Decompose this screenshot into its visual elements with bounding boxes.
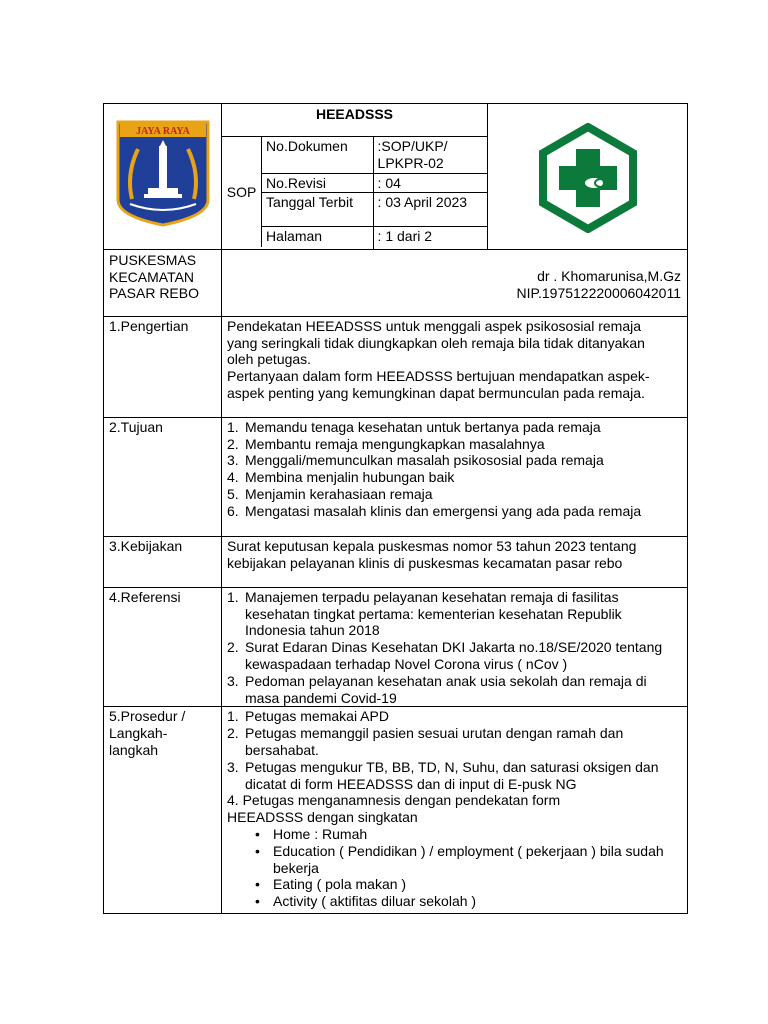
page-label: Halaman (262, 227, 373, 249)
referensi-label: 4.Referensi (104, 587, 222, 707)
publish-date-label: Tanggal Terbit (262, 193, 373, 227)
tujuan-label: 2.Tujuan (104, 417, 222, 536)
sop-document (103, 103, 687, 908)
revision-label: No.Revisi (262, 173, 373, 193)
page-value: : 1 dari 2 (373, 227, 487, 249)
sop-table (103, 103, 688, 914)
left-logo-cell (104, 104, 222, 250)
list-item: 2. Petugas memanggil pasien sesuai urutan dengan ramah dan bersahabat. (227, 725, 624, 758)
document-title: HEEADSSS (222, 104, 487, 137)
pengertian-paragraph-2: Pertanyaan dalam form HEEADSSS bertujuan mendapatkan aspek-aspek penting yang kemungkinan dapat bermunculan pada remaja. (227, 368, 650, 401)
jaya-raya-label: JAYA RAYA (136, 126, 190, 137)
signer-nip: NIP.197512220006042011 (516, 284, 681, 301)
sop-label: SOP (222, 137, 262, 247)
list-item: 3. Pedoman pelayanan kesehatan anak usia sekolah dan remaja di masa pandemi Covid-19 (227, 672, 647, 706)
tujuan-content (222, 417, 688, 536)
list-item: 3. Menggali/memunculkan masalah psikososial pada remaja (227, 452, 604, 469)
bullet-item: • Eating ( pola makan ) (255, 876, 407, 893)
signer-name: dr . Khomarunisa,M.Gz (537, 267, 681, 284)
list-item: 2. Membantu remaja mengungkapkan masalahnya (227, 435, 545, 452)
document-meta-table (262, 137, 487, 249)
signer-cell (222, 249, 688, 316)
prosedur-label: 5.Prosedur / Langkah- langkah (104, 707, 222, 914)
list-item: 6. Mengatasi masalah klinis dan emergensi yang ada pada remaja (227, 502, 642, 519)
revision-value: : 04 (373, 173, 487, 193)
list-item: 5. Menjamin kerahasiaan remaja (227, 485, 433, 502)
publish-date-value: : 03 April 2023 (373, 193, 487, 227)
org-line-2: KECAMATAN (109, 268, 195, 285)
pengertian-label: 1.Pengertian (104, 316, 222, 417)
list-item: 4. Membina menjalin hubungan baik (227, 469, 455, 486)
header-middle-cell (222, 104, 488, 250)
doc-number-label: No.Dokumen (262, 137, 373, 173)
bullet-item: • Education ( Pendidikan ) / employment ( pekerjaan ) bila sudah bekerja (255, 842, 664, 876)
list-item: 4. Petugas menganamnesis dengan pendekatan form HEEADSSS dengan singkatan (227, 792, 561, 826)
list-item: 3. Petugas mengukur TB, BB, TD, N, Suhu, dan saturasi oksigen dan dicatat di form HEEADSSS dan di input di E-pusk NG (227, 758, 659, 792)
kebijakan-content (222, 536, 688, 587)
referensi-content (222, 587, 688, 707)
org-line-3: PASAR REBO (109, 285, 199, 302)
list-item: 1. Petugas memakai APD (227, 708, 389, 725)
bullet-item: • Home : Rumah (255, 825, 368, 842)
org-cell (104, 249, 222, 316)
list-item: 1. Memandu tenaga kesehatan untuk bertanya pada remaja (227, 418, 601, 435)
bullet-item: • Activity ( aktifitas diluar sekolah ) (255, 893, 477, 910)
pengertian-content (222, 316, 688, 417)
doc-number-value: :SOP/UKP/ LPKPR-02 (373, 137, 487, 173)
puskesmas-logo (533, 123, 643, 233)
pengertian-paragraph-1: Pendekatan HEEADSSS untuk menggali aspek psikososial remaja yang seringkali tidak diungkapkan oleh remaja bila tidak ditanyakan oleh petugas. (227, 317, 645, 368)
kebijakan-text: Surat keputusan kepala puskesmas nomor 53 tahun 2023 tentang kebijakan pelayanan klinis di puskesmas kecamatan pasar rebo (227, 537, 637, 571)
prosedur-content (222, 707, 688, 914)
right-logo-cell (488, 104, 688, 250)
dki-jakarta-logo (104, 104, 222, 245)
org-line-1: PUSKESMAS (109, 251, 197, 268)
list-item: 2. Surat Edaran Dinas Kesehatan DKI Jakarta no.18/SE/2020 tentang kewaspadaan terhadap Novel Corona virus ( nCov ) (227, 639, 663, 672)
list-item: 1. Manajemen terpadu pelayanan kesehatan remaja di fasilitas kesehatan tingkat pertama: kementerian kesehatan Republik Indonesia tahun 2018 (227, 588, 622, 639)
kebijakan-label: 3.Kebijakan (104, 536, 222, 587)
